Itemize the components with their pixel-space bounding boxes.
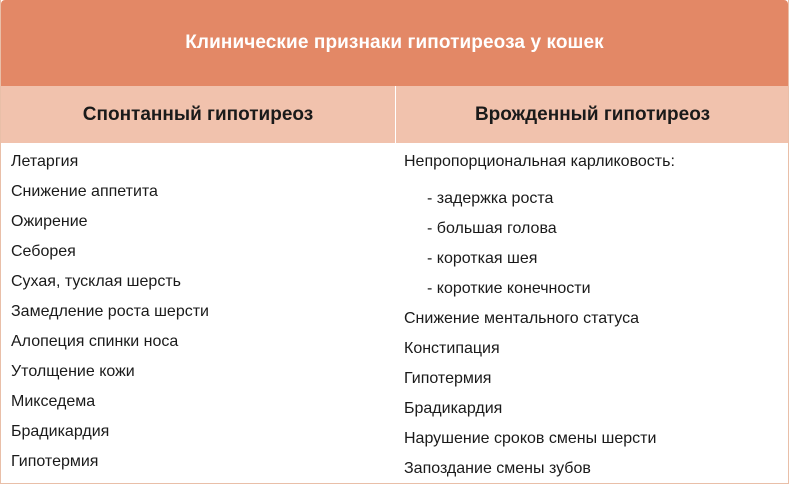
list-subitem: - задержка роста xyxy=(427,190,554,207)
list-item-lead: Непропорциональная карликовость: xyxy=(404,153,675,170)
table-title: Клинические признаки гипотиреоза у кошек xyxy=(1,0,788,86)
list-item: Нарушение сроков смены шерсти xyxy=(404,430,657,447)
column-header-spontaneous: Спонтанный гипотиреоз xyxy=(1,86,396,143)
spontaneous-column xyxy=(1,143,395,484)
list-item: Запоздание смены зубов xyxy=(404,460,591,477)
list-item: Утолщение кожи xyxy=(11,363,135,380)
column-header-congenital: Врожденный гипотиреоз xyxy=(474,103,711,125)
list-item: Констипация xyxy=(404,340,500,357)
list-item: Брадикардия xyxy=(11,423,110,440)
list-item: Замедление роста шерсти xyxy=(11,303,209,320)
table-body xyxy=(1,143,788,484)
list-item: Снижение ментального статуса xyxy=(404,310,639,327)
list-item: Брадикардия xyxy=(404,400,503,417)
list-item: Себорея xyxy=(11,243,76,260)
list-item: Гипотермия xyxy=(404,370,492,387)
list-subitem: - короткая шея xyxy=(427,250,538,267)
list-item: Летаргия xyxy=(11,153,79,170)
list-item: Микседема xyxy=(11,393,96,410)
list-subitem: - большая голова xyxy=(427,220,557,237)
list-subitem: - короткие конечности xyxy=(427,280,591,297)
list-item: Гипотермия xyxy=(11,453,99,470)
list-item: Алопеция спинки носа xyxy=(11,333,179,350)
table-header-row xyxy=(1,86,788,143)
congenital-column xyxy=(395,143,788,484)
list-item: Сухая, тусклая шерсть xyxy=(11,273,181,290)
list-item: Ожирение xyxy=(11,213,88,230)
list-item: Снижение аппетита xyxy=(11,183,158,200)
